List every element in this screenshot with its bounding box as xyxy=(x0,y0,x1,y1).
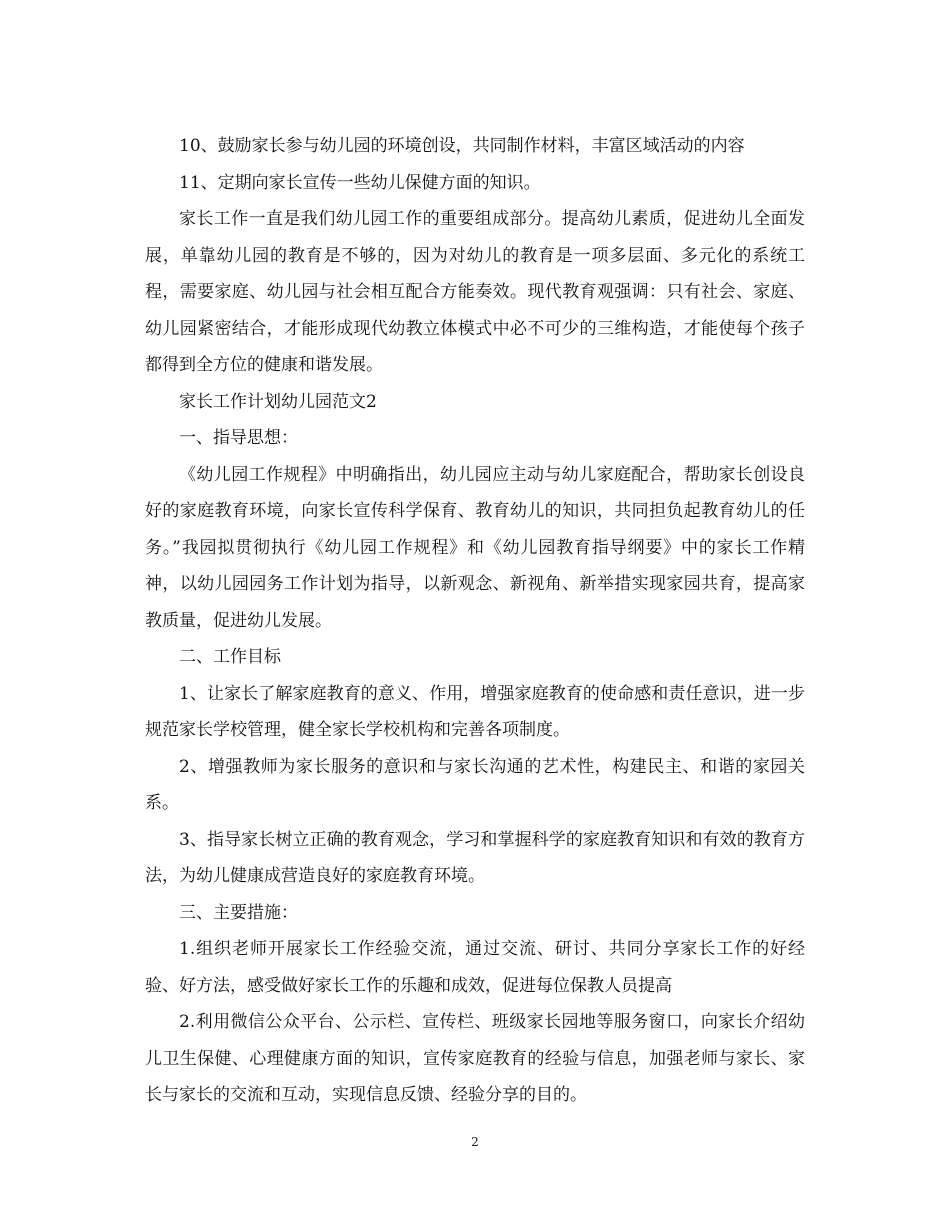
paragraph-goal-2: 2、增强教师为家长服务的意识和与家长沟通的艺术性，构建民主、和谐的家园关系。 xyxy=(145,756,805,813)
paragraph-guiding-idea: 《幼儿园工作规程》中明确指出，幼儿园应主动与幼儿家庭配合，帮助家长创设良好的家庭教育环境，向家长宣传科学保育、教育幼儿的知识，共同担负起教育幼儿的任务。”我园拟贯彻执行《幼儿园工作规程》和《幼儿园教育指导纲要》中的家长工作精神，以幼儿园园务工作计划为指导，以新观念、新视角、新举措实现家园共育，提高家教质量，促进幼儿发展。 xyxy=(145,464,805,631)
page-number: 2 xyxy=(471,1135,479,1149)
heading-guiding-idea: 一、指导思想： xyxy=(179,428,298,448)
paragraph-goal-3: 3、指导家长树立正确的教育观念，学习和掌握科学的家庭教育知识和有效的教育方法，为幼儿健康成营造良好的家庭教育环境。 xyxy=(145,829,805,886)
paragraph-measure-1: 1.组织老师开展家长工作经验交流，通过交流、研讨、共同分享家长工作的好经验、好方法，感受做好家长工作的乐趣和成效，促进每位保教人员提高 xyxy=(145,939,805,996)
section-title: 家长工作计划幼儿园范文2 xyxy=(179,391,377,412)
paragraph-intro: 家长工作一直是我们幼儿园工作的重要组成部分。提高幼儿素质，促进幼儿全面发展，单靠幼儿园的教育是不够的，因为对幼儿的教育是一项多层面、多元化的系统工程，需要家庭、幼儿园与社会相互配合方能奏效。现代教育观强调：只有社会、家庭、幼儿园紧密结合，才能形成现代幼教立体模式中必不可少的三维构造，才能使每个孩子都得到全方位的健康和谐发展。 xyxy=(145,209,805,375)
document-body xyxy=(145,128,805,1114)
heading-work-goals: 二、工作目标 xyxy=(179,647,281,667)
paragraph-goal-1: 1、让家长了解家庭教育的意义、作用，增强家庭教育的使命感和责任意识，进一步规范家长学校管理，健全家长学校机构和完善各项制度。 xyxy=(145,683,805,740)
heading-main-measures: 三、主要措施： xyxy=(179,902,298,923)
paragraph-item-10: 10、鼓励家长参与幼儿园的环境创设，共同制作材料，丰富区域活动的内容 xyxy=(179,136,745,156)
paragraph-item-11: 11、定期向家长宣传一些幼儿保健方面的知识。 xyxy=(179,172,541,193)
paragraph-measure-2: 2.利用微信公众平台、公示栏、宣传栏、班级家长园地等服务窗口，向家长介绍幼儿卫生保健、心理健康方面的知识，宣传家庭教育的经验与信息，加强老师与家长、家长与家长的交流和互动，实现信息反馈、经验分享的目的。 xyxy=(145,1012,805,1105)
